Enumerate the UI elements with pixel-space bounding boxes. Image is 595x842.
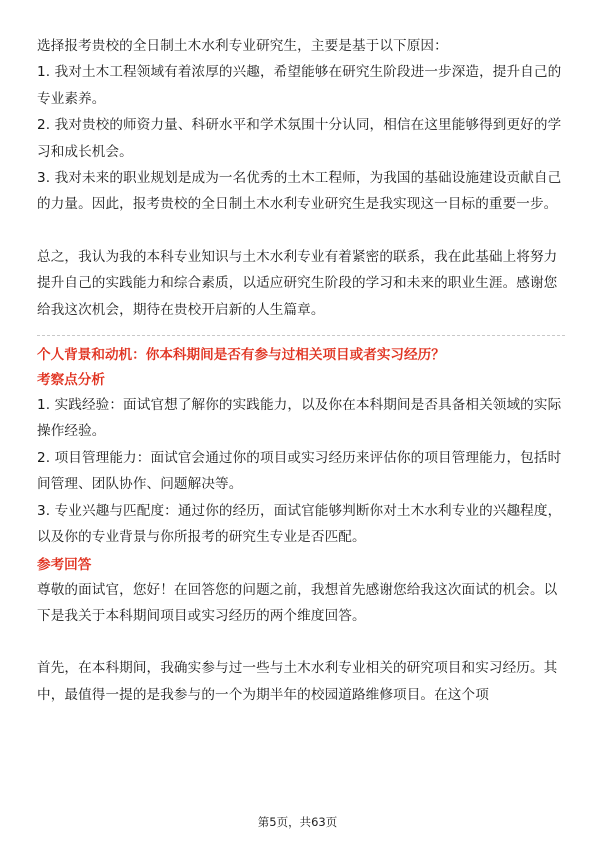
reason-item-1: 1. 我对土木工程领域有着浓厚的兴趣，希望能够在研究生阶段进一步深造，提升自己的专业素养。 (37, 64, 562, 107)
analysis-point-1: 1. 实践经验：面试官想了解你的实践能力，以及你在本科期间是否具备相关领域的实际操作经验。 (37, 397, 562, 440)
analysis-heading: 考察点分析 (37, 372, 105, 389)
answer-paragraph-1: 尊敬的面试官，您好！在回答您的问题之前，我想首先感谢您给我这次面试的机会。以下是我关于本科期间项目或实习经历的两个维度回答。 (37, 581, 558, 624)
conclusion-paragraph: 总之，我认为我的本科专业知识与土木水利专业有着紧密的联系，我在此基础上将努力提升自己的实践能力和综合素质，以适应研究生阶段的学习和未来的职业生涯。感谢您给我这次机会，期待在贵校开启新的人生篇章。 (37, 248, 558, 318)
analysis-point-2: 2. 项目管理能力：面试官会通过你的项目或实习经历来评估你的项目管理能力，包括时间管理、团队协作、问题解决等。 (37, 449, 562, 493)
page-number: 第5页，共63页 (257, 815, 338, 829)
reason-item-2: 2. 我对贵校的师资力量、科研水平和学术氛围十分认同，相信在这里能够得到更好的学习和成长机会。 (37, 117, 562, 160)
intro-lead: 选择报考贵校的全日制土木水利专业研究生，主要是基于以下原因： (37, 38, 448, 54)
analysis-point-3: 3. 专业兴趣与匹配度：通过你的经历，面试官能够判断你对土木水利专业的兴趣程度，以及你的专业背景与你所报考的研究生专业是否匹配。 (37, 502, 562, 546)
answer-heading: 参考回答 (37, 556, 92, 573)
answer-paragraph-2: 首先，在本科期间，我确实参与过一些与土木水利专业相关的研究项目和实习经历。其中，最值得一提的是我参与的一个为期半年的校园道路维修项目。在这个项 (37, 660, 558, 703)
section-divider (37, 335, 565, 336)
question-title: 个人背景和动机：你本科期间是否有参与过相关项目或者实习经历？ (37, 347, 445, 364)
reason-item-3: 3. 我对未来的职业规划是成为一名优秀的土木工程师，为我国的基础设施建设贡献自己的力量。因此，报考贵校的全日制土木水利专业研究生是我实现这一目标的重要一步。 (37, 170, 562, 213)
page-content (37, 33, 565, 708)
spacer (37, 218, 565, 244)
spacer (37, 629, 565, 655)
